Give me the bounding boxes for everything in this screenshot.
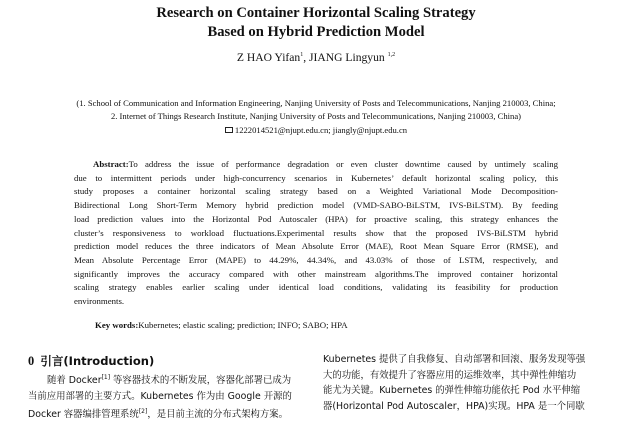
abstract-line: Bidirectional Long Short-Term Memory hybrid prediction model (VMD-SABO-BiLSTM, IVS-BiLSTM). By feeding (74, 200, 558, 211)
abstract-line: load prediction values into the Horizontal Pod Autoscaler (HPA) for proactive scaling, this strategy enhances the (74, 213, 558, 224)
abstract-line: Mean Absolute Percentage Error (MAPE) to 44.29%, 44.34%, and 43.03% of those of LSTM, respectively, and (74, 254, 558, 265)
paper-title-line2: Based on Hybrid Prediction Model (207, 24, 425, 40)
author-separator: , (303, 51, 310, 64)
abstract-label: Abstract: (93, 159, 129, 169)
citation-ref[interactable]: [2] (138, 408, 148, 416)
body-line: Docker 容器编排管理系统[2]，是目前主流的分布式架构方案。 (28, 408, 288, 421)
citation-ref[interactable]: [1] (101, 374, 111, 381)
keywords-label: Key words: (95, 320, 139, 330)
abstract-line: scaling strategy enables earlier scaling under identical load conditions, validating its feasibility for production (74, 282, 558, 293)
abstract-line: prediction model reduces the three indicators of Mean Absolute Error (MAE), Root Mean Square Error (RMSE), and (74, 241, 558, 252)
paper-title-line1: Research on Container Horizontal Scaling Strategy (156, 5, 476, 21)
body-line: 大的功能，有效提升了容器应用的运维效率，其中弹性伸缩功 (323, 369, 577, 381)
abstract-line: Abstract:To address the issue of performance degradation or even cluster downtime caused by untimely scaling (93, 159, 558, 169)
body-line: 器(Horizontal Pod Autoscaler，HPA)实现。HPA 是一个同歇 (323, 400, 585, 412)
body-line: Kubernetes 提供了自我修复、自动部署和回滚、服务发现等强 (323, 354, 586, 365)
abstract-line: study proposes a container horizontal scaling strategy based on a Weighted Variational Mode Decomposition- (74, 186, 558, 197)
author-list (0, 51, 632, 64)
section-number: 0 (28, 354, 35, 368)
body-line: 随着 Docker[1] 等容器技术的不断发展，容器化部署已成为 (47, 374, 292, 386)
abstract-line: significantly improves the accuracy compared with other mainstream algorithms.The improved container horizontal (74, 268, 558, 279)
affiliation-line: (1. School of Communication and Information Engineering, Nanjing University of Posts and Telecommunications, Nanjing 210003, China; (76, 98, 556, 108)
abstract-line: cluster’s responsiveness to workload fluctuations.Experimental results show that the proposed IVS-BiLSTM hybrid (74, 227, 558, 238)
body-column-left (28, 370, 304, 423)
abstract-line: due to intermittent periods under high-concurrency scenarios in Kubernetes’ default horizontal scaling policy, this (74, 172, 558, 183)
body-column-right (323, 352, 605, 414)
section-title: 引言(Introduction) (40, 354, 155, 368)
affiliation-line: 2. Internet of Things Research Institute, Nanjing University of Posts and Telecommunications, Nanjing 210003, China) (110, 111, 522, 121)
affiliation-marker: 1 (300, 52, 304, 58)
section-heading (28, 353, 154, 369)
author-name: Z HAO Yifan (236, 51, 301, 64)
abstract-line: environments. (74, 296, 125, 307)
keywords-text: Kubernetes; elastic scaling; prediction; INFO; SABO; HPA (138, 320, 348, 330)
body-line: 当前应用部署的主要方式。Kubernetes 作为由 Google 开源的 (28, 390, 292, 402)
email-addresses[interactable]: 1222014521@njupt.edu.cn; jiangly@njupt.edu.cn (234, 125, 408, 135)
keywords (95, 320, 348, 330)
affiliation-marker: 1,2 (387, 52, 396, 58)
email-line (0, 125, 632, 137)
mail-icon (225, 127, 233, 133)
body-line: 能尤为关键。Kubernetes 的弹性伸缩功能依托 Pod 水平伸缩 (323, 385, 581, 397)
abstract (74, 158, 558, 309)
author-name: JIANG Lingyun (309, 51, 385, 64)
